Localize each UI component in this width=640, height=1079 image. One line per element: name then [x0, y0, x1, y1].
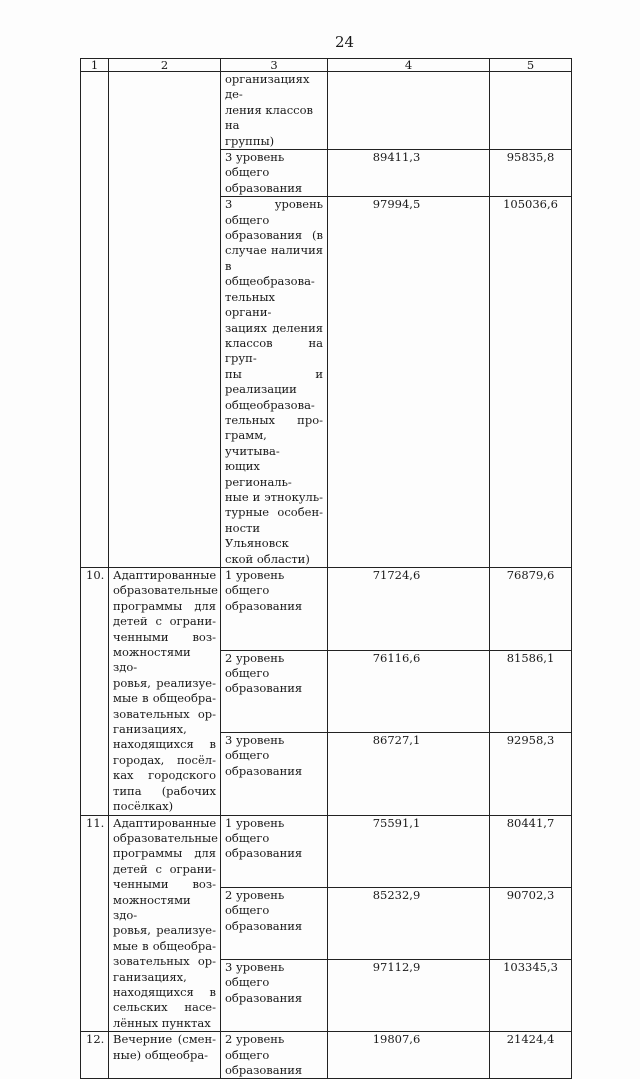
education-level-cell: [221, 72, 328, 150]
page-number: 24: [335, 33, 355, 51]
education-level-line: 3 уровень общего: [225, 150, 285, 180]
education-level-line: 3 уровень общего: [225, 197, 323, 227]
education-level-line: тельных про-: [225, 412, 323, 427]
value-col-4: 97994,5: [328, 197, 490, 568]
header-col-5: 5: [490, 59, 572, 72]
program-line: мые в общеобра-: [113, 938, 216, 953]
program-line: Адаптированные: [113, 568, 217, 582]
value-col-4: 71724,6: [328, 568, 490, 651]
value-col-5: [490, 72, 572, 150]
education-level-line: образования: [225, 763, 303, 778]
program-line: сельских насе-: [113, 1000, 216, 1015]
program-line: ганизациях,: [113, 722, 187, 737]
table-row: [81, 568, 572, 651]
header-col-4: 4: [328, 59, 490, 72]
program-line: городах, посёл-: [113, 752, 216, 767]
education-level-line: общеобразова-: [225, 274, 315, 289]
table-row: [81, 1032, 572, 1079]
program-line: можностями здо-: [113, 892, 191, 922]
program-line: можностями здо-: [113, 645, 191, 675]
value-col-5: 21424,4: [490, 1032, 572, 1079]
program-line: детей с ограни-: [113, 614, 216, 629]
program-line: детей с ограни-: [113, 861, 216, 876]
program-line: ганизациях,: [113, 969, 187, 984]
program-line: Адаптированные: [113, 815, 217, 830]
education-level-line: грамм, учитыва-: [225, 428, 280, 458]
education-level-line: образования (в: [225, 228, 323, 243]
program-line: образовательные: [113, 583, 218, 598]
education-level-line: образования: [225, 681, 303, 696]
value-col-5: 81586,1: [490, 650, 572, 733]
program-line: ровья, реализуе-: [113, 675, 216, 690]
program-cell: [109, 815, 221, 1032]
education-level-line: ности Ульяновск: [225, 520, 289, 551]
program-cell: [109, 568, 221, 816]
education-level-line: образования: [225, 846, 303, 861]
education-level-line: 1 уровень общего: [225, 815, 285, 845]
value-col-4: 89411,3: [328, 150, 490, 197]
program-line: посёлках): [113, 799, 174, 814]
education-level-cell: [221, 197, 328, 568]
program-line: ченными воз-: [113, 877, 216, 892]
education-level-line: ления классов на: [225, 102, 313, 133]
program-cell: [109, 72, 221, 568]
education-level-line: 3 уровень общего: [225, 959, 285, 990]
program-line: типа (рабочих: [113, 783, 216, 798]
education-level-line: организациях де-: [225, 72, 310, 102]
education-level-line: турные особен-: [225, 505, 323, 520]
table-body: [81, 72, 572, 1079]
education-level-line: пы и реализации: [225, 366, 323, 397]
value-col-5: 76879,6: [490, 568, 572, 651]
education-level-cell: [221, 887, 328, 959]
value-col-4: 75591,1: [328, 815, 490, 887]
value-col-4: [328, 72, 490, 150]
table-row: [81, 72, 572, 150]
education-level-line: группы): [225, 133, 275, 148]
program-line: зовательных ор-: [113, 954, 216, 969]
value-col-5: 92958,3: [490, 733, 572, 816]
tariff-table: [80, 58, 572, 1079]
program-line: образовательные: [113, 830, 218, 845]
row-number-cell: 11.: [81, 815, 109, 1032]
program-line: ровья, реализуе-: [113, 923, 216, 938]
education-level-line: зациях деления: [225, 320, 323, 335]
value-col-5: 90702,3: [490, 887, 572, 959]
education-level-line: образования: [225, 918, 303, 933]
program-line: зовательных ор-: [113, 706, 216, 721]
education-level-cell: [221, 815, 328, 887]
value-col-4: 19807,6: [328, 1032, 490, 1079]
education-level-line: образования: [225, 1063, 303, 1077]
header-row: [81, 59, 572, 72]
header-col-2: 2: [109, 59, 221, 72]
table-row: [81, 815, 572, 887]
program-line: ные) общеобра-: [113, 1047, 209, 1062]
header-col-1: 1: [81, 59, 109, 72]
value-col-5: 105036,6: [490, 197, 572, 568]
program-line: лённых пунктах: [113, 1015, 211, 1030]
row-number-cell: [81, 72, 109, 568]
education-level-line: ской области): [225, 551, 310, 566]
program-cell: [109, 1032, 221, 1079]
row-number-cell: 12.: [81, 1032, 109, 1079]
education-level-cell: [221, 959, 328, 1031]
education-level-line: образования: [225, 990, 303, 1005]
education-level-line: классов на груп-: [225, 335, 323, 366]
education-level-cell: [221, 650, 328, 733]
education-level-line: 1 уровень общего: [225, 568, 285, 598]
row-number-cell: 10.: [81, 568, 109, 816]
program-line: находящихся в: [113, 984, 216, 999]
education-level-cell: [221, 150, 328, 197]
education-level-line: ющих региональ-: [225, 459, 292, 489]
value-col-5: 80441,7: [490, 815, 572, 887]
value-col-5: 103345,3: [490, 959, 572, 1031]
education-level-cell: [221, 733, 328, 816]
education-level-line: 2 уровень общего: [225, 887, 285, 918]
education-level-line: 2 уровень общего: [225, 650, 285, 680]
education-level-line: ные и этнокуль-: [225, 489, 323, 504]
value-col-5: 95835,8: [490, 150, 572, 197]
program-line: ченными воз-: [113, 629, 216, 644]
education-level-cell: [221, 568, 328, 651]
header-col-3: 3: [221, 59, 328, 72]
value-col-4: 85232,9: [328, 887, 490, 959]
program-line: ках городского: [113, 768, 216, 783]
program-line: Вечерние (смен-: [113, 1032, 216, 1047]
education-level-line: образования: [225, 598, 303, 613]
program-line: мые в общеобра-: [113, 691, 216, 706]
program-line: находящихся в: [113, 737, 216, 752]
education-level-cell: [221, 1032, 328, 1079]
education-level-line: образования: [225, 180, 303, 195]
program-line: программы для: [113, 846, 216, 861]
education-level-line: 3 уровень общего: [225, 733, 285, 763]
education-level-line: тельных органи-: [225, 289, 276, 320]
education-level-line: общеобразова-: [225, 397, 315, 412]
value-col-4: 97112,9: [328, 959, 490, 1031]
value-col-4: 86727,1: [328, 733, 490, 816]
education-level-line: 2 уровень общего: [225, 1032, 285, 1062]
value-col-4: 76116,6: [328, 650, 490, 733]
education-level-line: случае наличия в: [225, 243, 323, 273]
program-line: программы для: [113, 598, 216, 613]
